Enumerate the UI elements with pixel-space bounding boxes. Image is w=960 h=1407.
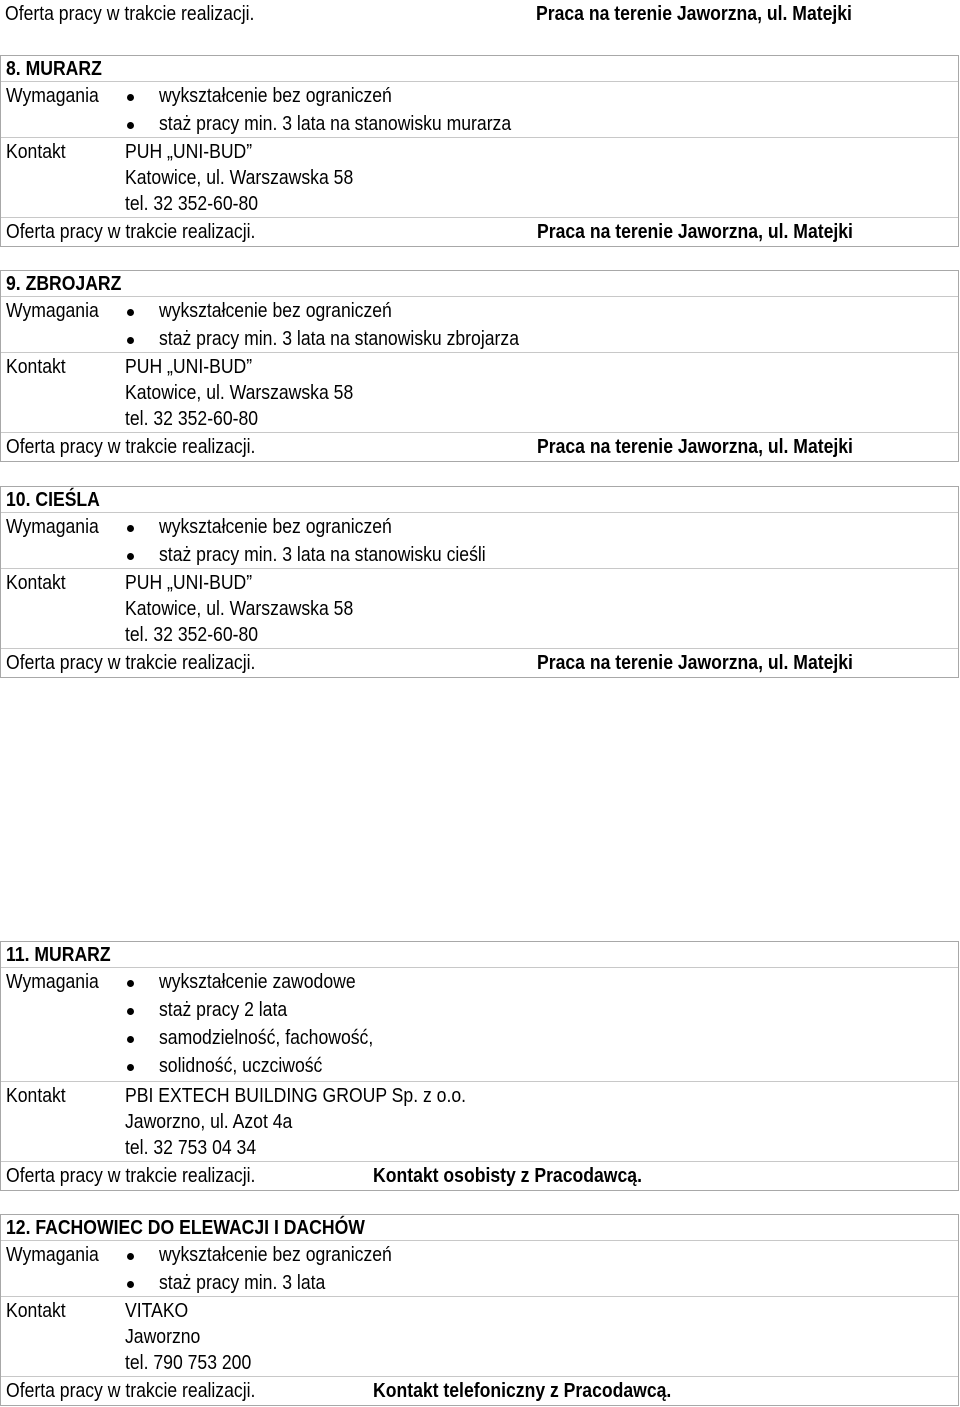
contact-company: PUH „UNI-BUD” <box>125 572 253 594</box>
job-offer-9 <box>0 270 959 462</box>
requirements-label: Wymagania <box>6 1244 99 1266</box>
contact-address: Katowice, ul. Warszawska 58 <box>125 598 354 620</box>
offer-contact-method-text: Kontakt osobisty z Pracodawcą. <box>373 1165 642 1187</box>
contact-label: Kontakt <box>6 356 66 378</box>
job-offer-11 <box>0 941 959 1191</box>
contact-address: Jaworzno, ul. Azot 4a <box>125 1111 293 1133</box>
contact-label: Kontakt <box>6 141 66 163</box>
requirements-label: Wymagania <box>6 85 99 107</box>
offer-footer-row <box>1 1377 958 1405</box>
job-offer-8 <box>0 55 959 247</box>
bullet-icon <box>127 525 134 532</box>
contact-phone: tel. 32 352-60-80 <box>125 408 259 430</box>
contact-phone: tel. 790 753 200 <box>125 1352 252 1374</box>
requirements-label: Wymagania <box>6 300 99 322</box>
requirement-item: staż pracy min. 3 lata <box>159 1272 326 1294</box>
contact-label: Kontakt <box>6 1085 66 1107</box>
requirement-item: staż pracy min. 3 lata na stanowisku murarza <box>159 113 512 135</box>
requirement-item: wykształcenie bez ograniczeń <box>159 516 392 538</box>
offer-status-text: Oferta pracy w trakcie realizacji. <box>6 221 256 243</box>
offer-title-row <box>1 942 958 968</box>
offer-footer-row <box>1 433 958 461</box>
bullet-icon <box>127 1281 134 1288</box>
offer-location-text: Praca na terenie Jaworzna, ul. Matejki <box>537 652 853 674</box>
bullet-icon <box>127 553 134 560</box>
contact-phone: tel. 32 753 04 34 <box>125 1137 257 1159</box>
contact-label: Kontakt <box>6 1300 66 1322</box>
contact-phone: tel. 32 352-60-80 <box>125 193 259 215</box>
bullet-icon <box>127 94 134 101</box>
requirement-item: samodzielność, fachowość, <box>159 1027 374 1049</box>
contact-row <box>1 353 958 433</box>
contact-row <box>1 569 958 649</box>
requirements-row <box>1 968 958 1082</box>
requirements-row <box>1 82 958 138</box>
bullet-icon <box>127 1064 134 1071</box>
job-offer-10 <box>0 486 959 678</box>
requirements-row <box>1 1241 958 1297</box>
top-status-text: Oferta pracy w trakcie realizacji. <box>5 3 255 25</box>
contact-phone: tel. 32 352-60-80 <box>125 624 259 646</box>
requirement-item: staż pracy 2 lata <box>159 999 288 1021</box>
offer-contact-method-text: Kontakt telefoniczny z Pracodawcą. <box>373 1380 672 1402</box>
contact-row <box>1 1082 958 1162</box>
requirement-item: wykształcenie bez ograniczeń <box>159 300 392 322</box>
offer-title-row <box>1 1215 958 1241</box>
offer-title: 11. MURARZ <box>6 944 111 966</box>
offer-title: 8. MURARZ <box>6 58 102 80</box>
contact-address: Katowice, ul. Warszawska 58 <box>125 382 354 404</box>
contact-row <box>1 1297 958 1377</box>
top-location-text: Praca na terenie Jaworzna, ul. Matejki <box>536 3 852 25</box>
offer-location-text: Praca na terenie Jaworzna, ul. Matejki <box>537 436 853 458</box>
requirements-label: Wymagania <box>6 516 99 538</box>
job-offer-12 <box>0 1214 959 1406</box>
bullet-icon <box>127 1008 134 1015</box>
offer-footer-row <box>1 649 958 677</box>
requirements-row <box>1 513 958 569</box>
requirement-item: wykształcenie bez ograniczeń <box>159 1244 392 1266</box>
offer-status-text: Oferta pracy w trakcie realizacji. <box>6 652 256 674</box>
bullet-icon <box>127 309 134 316</box>
bullet-icon <box>127 337 134 344</box>
offer-title-row <box>1 56 958 82</box>
contact-row <box>1 138 958 218</box>
top-offer-footer <box>0 0 960 30</box>
contact-company: PBI EXTECH BUILDING GROUP Sp. z o.o. <box>125 1085 467 1107</box>
offer-title: 12. FACHOWIEC DO ELEWACJI I DACHÓW <box>6 1217 365 1239</box>
bullet-icon <box>127 1036 134 1043</box>
requirements-label: Wymagania <box>6 971 99 993</box>
offer-location-text: Praca na terenie Jaworzna, ul. Matejki <box>537 221 853 243</box>
bullet-icon <box>127 980 134 987</box>
offer-status-text: Oferta pracy w trakcie realizacji. <box>6 1165 256 1187</box>
requirement-item: staż pracy min. 3 lata na stanowisku cieśli <box>159 544 486 566</box>
requirement-item: solidność, uczciwość <box>159 1055 323 1077</box>
contact-address: Katowice, ul. Warszawska 58 <box>125 167 354 189</box>
offer-title: 9. ZBROJARZ <box>6 273 122 295</box>
requirement-item: staż pracy min. 3 lata na stanowisku zbrojarza <box>159 328 519 350</box>
contact-company: VITAKO <box>125 1300 189 1322</box>
contact-company: PUH „UNI-BUD” <box>125 141 253 163</box>
offer-status-text: Oferta pracy w trakcie realizacji. <box>6 436 256 458</box>
bullet-icon <box>127 122 134 129</box>
offer-footer-row <box>1 218 958 246</box>
contact-label: Kontakt <box>6 572 66 594</box>
offer-footer-row <box>1 1162 958 1190</box>
requirement-item: wykształcenie zawodowe <box>159 971 356 993</box>
offer-status-text: Oferta pracy w trakcie realizacji. <box>6 1380 256 1402</box>
offer-title: 10. CIEŚLA <box>6 489 100 511</box>
contact-company: PUH „UNI-BUD” <box>125 356 253 378</box>
offer-title-row <box>1 487 958 513</box>
offer-title-row <box>1 271 958 297</box>
requirement-item: wykształcenie bez ograniczeń <box>159 85 392 107</box>
contact-address: Jaworzno <box>125 1326 201 1348</box>
requirements-row <box>1 297 958 353</box>
bullet-icon <box>127 1253 134 1260</box>
